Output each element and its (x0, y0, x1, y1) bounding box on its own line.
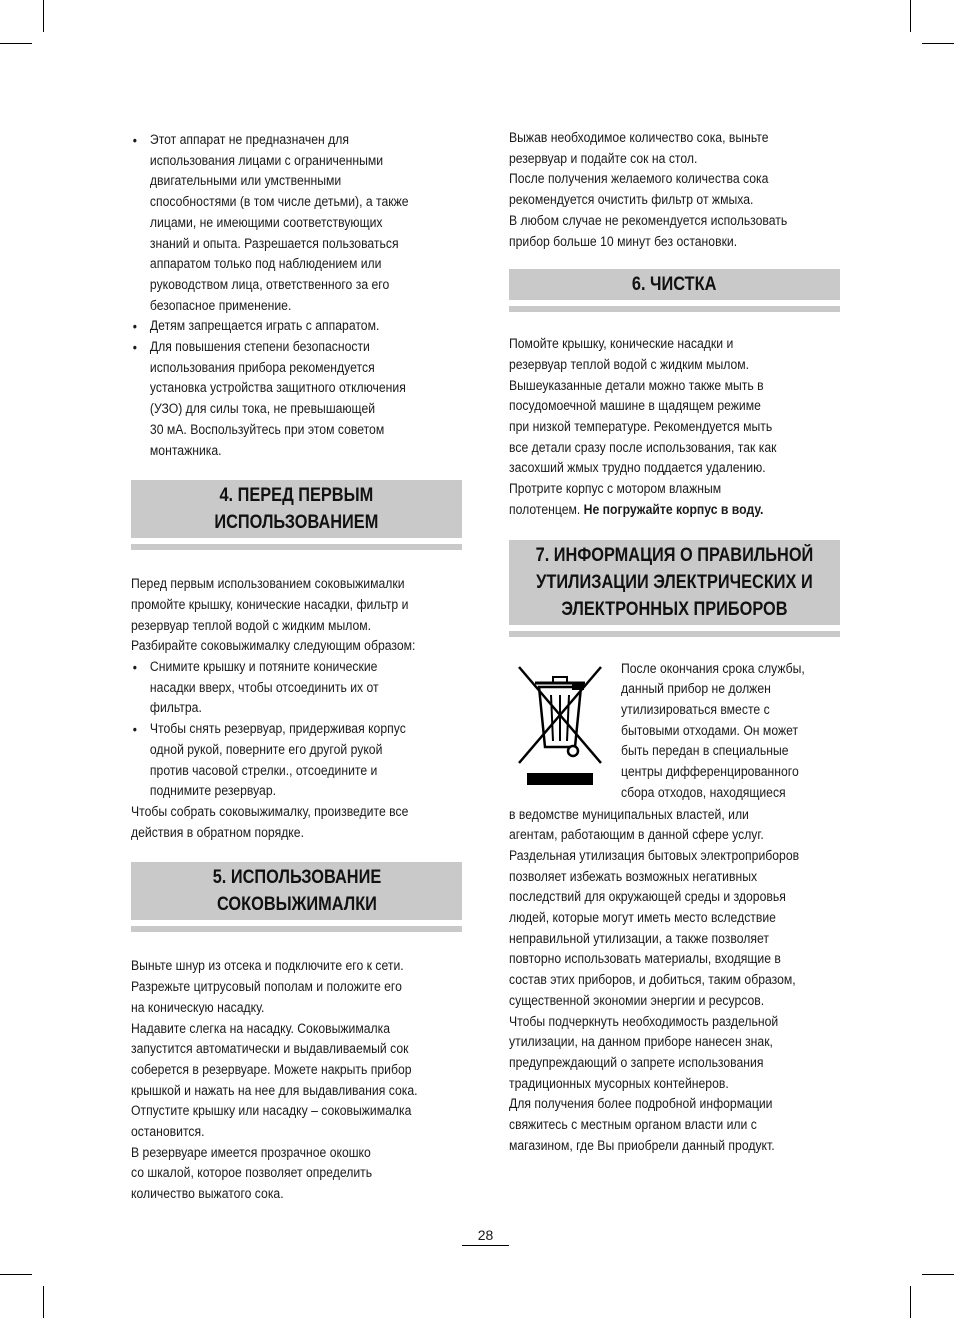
section-6-heading: 6. ЧИСТКА (509, 269, 840, 300)
disassembly-bullet-list (131, 657, 461, 802)
section-7-body: в ведомстве муниципальных властей, или агентам, работающим в данной сфере услуг. Раздельная утилизация бытовых электроприборов позволяет избежать возможных негативных последствий для окружающей среды и здоровья людей, которые могут иметь место вследствие неправильной утилизации, а также позволяет повторно использовать материалы, входящие в состав этих приборов, и добиться, таким образом, существенной экономии энергии и ресурсов. Чтобы подчеркнуть необходимость раздельной утилизации, на данном приборе нанесен знак, предупреждающий о запрете использования традиционных мусорных контейнеров. Для получения более подробной информации свяжитесь с местным органом власти или с магазином, где Вы приобрели данный продукт. (509, 806, 800, 1154)
right-column (509, 128, 840, 1157)
crop-mark (922, 43, 954, 44)
usage-continued-text: Выжав необходимое количество сока, выньте резервуар и подайте сок на стол. После получения желаемого количества сока рекомендуется очистить фильтр от жмыха. В любом случае не рекомендуется использовать прибор больше 10 минут без остановки. (509, 130, 788, 250)
section-4-intro: Перед первым использованием соковыжималки промойте крышку, конические насадки, фильтр и резервуар теплой водой с жидким мылом. Разбирайте соковыжималку следующим образом: (131, 576, 416, 655)
page-number: 28 (462, 1227, 509, 1246)
crop-mark (910, 1286, 911, 1318)
list-item: • Снимите крышку и потяните конические насадки вверх, чтобы отсоединить их от фильтра. (131, 657, 461, 719)
safety-bullet-list (131, 130, 461, 461)
crop-mark (922, 1274, 954, 1275)
list-item: • Для повышения степени безопасности использования прибора рекомендуется установка устройства защитного отключения (УЗО) для силы тока, не превышающей 30 мА. Воспользуйтесь при этом советом монтажника. (131, 337, 461, 461)
crop-mark (43, 1286, 44, 1318)
crop-mark (0, 1274, 32, 1275)
crop-mark (43, 0, 44, 32)
crossed-out-wheelie-bin-icon (517, 665, 603, 785)
section-4-heading: 4. ПЕРЕД ПЕРВЫМ ИСПОЛЬЗОВАНИЕМ (131, 480, 462, 538)
list-item: • Чтобы снять резервуар, придерживая корпус одной рукой, поверните его другой рукой против часовой стрелки., отсоедините и поднимите резервуар. (131, 719, 461, 802)
section-6-body: Помойте крышку, конические насадки и резервуар теплой водой с жидким мылом. Вышеуказанные детали можно также мыть в посудомоечной машине в щадящем режиме при низкой температуре. Рекомендуется мыть все детали сразу после использования, так как засохший жмых трудно поддается удалению. Протрите корпус с мотором влажным полотенцем. Не погружайте корпус в воду. (509, 336, 777, 518)
weee-text-beside-icon: После окончания срока службы, данный прибор не должен утилизироваться вместе с бытовыми отходами. Он может быть передан в специальные центры дифференцированного сбора отходов, находящиеся (621, 660, 805, 801)
weee-block (509, 659, 840, 805)
crop-mark (910, 0, 911, 32)
section-5-body: Выньте шнур из отсека и подключите его к сети. Разрежьте цитрусовый пополам и положите его на коническую насадку. Надавите слегка на насадку. Соковыжималка запустится автоматически и выдавливаемый сок соберется в резервуаре. Можете накрыть прибор крышкой и нажать на нее для выдавливания сока. Отпустите крышку или насадку – соковыжималка остановится. В резервуаре имеется прозрачное окошко со шкалой, которое позволяет определить количество выжатого сока. (131, 958, 418, 1203)
section-7-heading: 7. ИНФОРМАЦИЯ О ПРАВИЛЬНОЙ УТИЛИЗАЦИИ ЭЛЕКТРИЧЕСКИХ И ЭЛЕКТРОННЫХ ПРИБОРОВ (509, 540, 840, 625)
left-column (131, 128, 462, 1205)
section-5-heading: 5. ИСПОЛЬЗОВАНИЕ СОКОВЫЖИМАЛКИ (131, 862, 462, 920)
crop-mark (0, 43, 32, 44)
section-4-outro: Чтобы собрать соковыжималку, произведите все действия в обратном порядке. (131, 803, 409, 841)
list-item: • Детям запрещается играть с аппаратом. (131, 316, 461, 337)
list-item: • Этот аппарат не предназначен для использования лицами с ограниченными двигательными или умственными способностями (в том числе детьми), а также лицами, не имеющими соответствующих знаний и опыта. Разрешается пользоваться аппаратом только под наблюдением или руководством лица, ответственного за его безопасное применение. (131, 130, 461, 316)
warning-text: Не погружайте корпус в воду. (583, 501, 764, 518)
